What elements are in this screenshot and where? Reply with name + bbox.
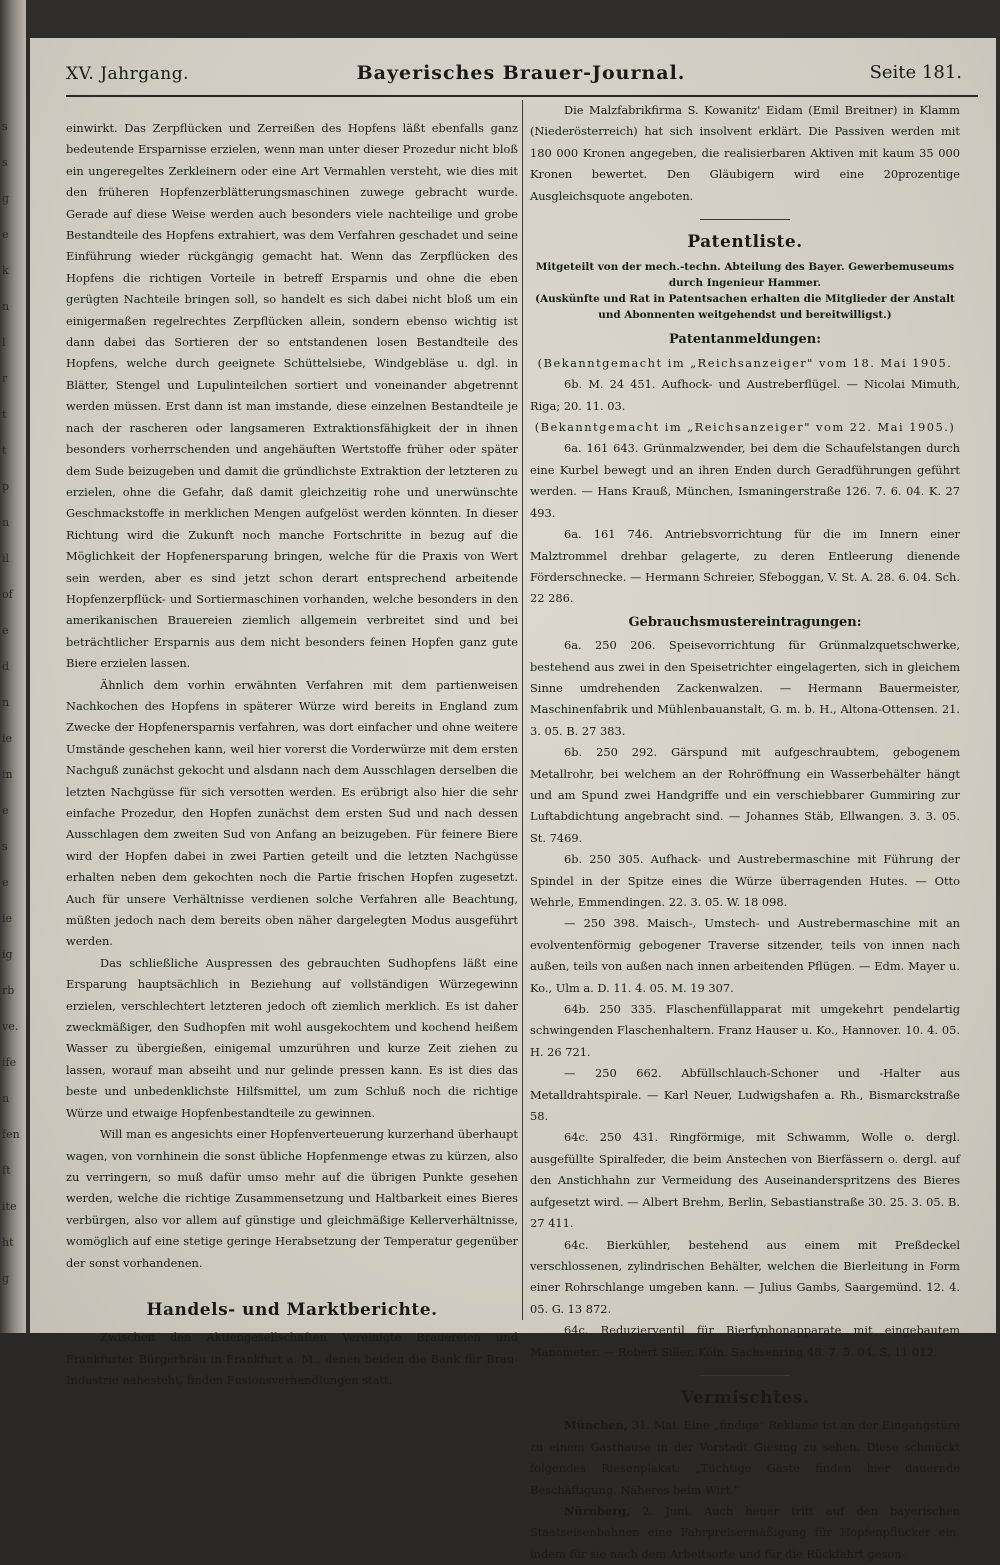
utility-model-entry: — 250 398. Maisch-, Umstech- und Austrebermaschine mit an evolventenförmig gebogener Traverse sitzender, teils von innen nach außen, teils von außen nach innen arbeitenden Pflügen. — Edm. Mayer u. Ko., Ulm a. D. 11. 4. 05. M. 19 307. — [530, 916, 960, 995]
column-divider — [522, 100, 523, 1320]
margin-fragment: ife — [2, 1056, 17, 1069]
news-place: München, — [564, 1418, 628, 1433]
margin-fragment: g — [2, 1272, 10, 1285]
margin-fragment: k — [2, 264, 9, 277]
utility-models-heading: Gebrauchsmustereintragungen: — [628, 614, 862, 630]
margin-fragment: s — [2, 120, 8, 133]
right-column — [530, 100, 960, 1565]
margin-fragment: s — [2, 840, 8, 853]
utility-model-entry: 64b. 250 335. Flaschenfüllapparat mit umgekehrt pendelartig schwingenden Flaschenhaltern. Franz Hauser u. Ko., Hannover. 10. 4. 05. H. 26 721. — [530, 1002, 960, 1059]
margin-fragment: ft — [2, 1164, 11, 1177]
margin-fragment: ve. — [2, 1020, 19, 1033]
patent-entry: 6b. M. 24 451. Aufhock- und Austreberflügel. — Nicolai Mimuth, Riga; 20. 11. 03. — [530, 377, 960, 413]
utility-model-entry: 6a. 250 206. Speisevorrichtung für Grünmalzquetschwerke, bestehend aus zwei in den Speisetrichter eingelagerten, sich in gleichem Sinne umdrehenden Zackenwalzen. — Hermann Bauermeister, Maschinenfabrik und Mühlenbauanstalt, G. m. b. H., Altona-Ottensen. 21. 3. 05. B. 27 383. — [530, 638, 960, 738]
margin-fragment: s — [2, 156, 8, 169]
margin-fragment: e — [2, 804, 9, 817]
margin-fragment: ite — [2, 1200, 17, 1213]
article-paragraph: Will man es angesichts einer Hopfenverteuerung kurzerhand überhaupt wagen, von vornhinein die sonst übliche Hopfenmenge etwas zu kürzen, also zu verringern, so muß dafür umso mehr auf die übrigen Punkte gesehen werden, welche die richtige Zusammensetzung und Haltbarkeit eines Bieres verbürgen, also vor allem auf günstige und gleichmäßige Kellerverhältnisse, womöglich auf eine stetige geringe Herabsetzung der Temperatur gegenüber der sonst vorhandenen. — [66, 1127, 518, 1270]
announcement-line: (Bekanntgemacht im „Reichsanzeiger" vom 22. Mai 1905.) — [534, 420, 956, 435]
utility-model-entry: 64c. Reduzierventil für Bierfyphonapparate mit eingebautem Manometer. — Robert Siller, Köln, Sachsenring 48. 7. 5. 04. S. 11 012. — [530, 1323, 960, 1359]
margin-fragment: fen — [2, 1128, 20, 1141]
left-column — [66, 118, 518, 1392]
margin-fragment: ie — [2, 732, 13, 745]
header-rule — [66, 95, 978, 97]
margin-fragment: of — [2, 588, 13, 601]
section-heading-market: Handels- und Marktberichte. — [146, 1299, 438, 1320]
insolvency-notice: Die Malzfabrikfirma S. Kowanitz' Eidam (Emil Breitner) in Klamm (Niederösterreich) hat sich insolvent erklärt. Die Passiven werden mit 180 000 Kronen angegeben, die realisierbaren Aktiven mit kaum 35 000 Kronen bewertet. Den Gläubigern wird eine 20prozentige Ausgleichsquote angeboten. — [530, 103, 960, 203]
margin-fragment: l — [2, 336, 6, 349]
margin-fragment: in — [2, 768, 13, 781]
adjacent-page-margin — [0, 0, 26, 1333]
patent-applications-heading: Patentanmeldungen: — [668, 332, 822, 348]
article-paragraph: Das schließliche Auspressen des gebrauchten Sudhopfens läßt eine Ersparung hauptsächlich in Beziehung auf vollständigen Würzegewinn erzielen, verschlechtert letzteren jedoch oft ziemlich merklich. Es ist daher zweckmäßiger, den Sudhopfen mit wohl ausgekochtem und kochend heißem Wasser zu übergießen, einigemal umzurühren und kurze Zeit ziehen zu lassen, worauf man abseiht und nur gelinde pressen kann. Es ist dies das beste und unbedenklichste Hilfsmittel, um zum Schluß noch die richtige Würze und etwaige Hopfenbestandteile zu gewinnen. — [66, 955, 518, 1120]
utility-model-entry: 6b. 250 292. Gärspund mit aufgeschraubtem, gebogenem Metallrohr, bei welchem an der Rohröffnung ein Wasserbehälter hängt und am Spund zwei Handgriffe und ein verschiebbarer Gummiring zur Luftabdichtung angebracht sind. — Johannes Stäb, Ellwangen. 3. 3. 05. St. 7469. — [530, 745, 960, 845]
patent-info-note: (Auskünfte und Rat in Patentsachen erhalten die Mitglieder der Anstalt und Abonnenten weitgehendst und bereitwilligst.) — [535, 293, 955, 322]
margin-fragment: n — [2, 1092, 10, 1105]
market-paragraph: Zwischen den Aktiengesellschaften Vereinigte Brauereien und Frankfurter Bürgerbräu in Frankfurt a. M., denen beiden die Bank für Brau-Industrie nahesteht, finden Fusionsverhandlungen statt. — [66, 1330, 518, 1388]
margin-fragment: t — [2, 444, 7, 457]
margin-fragment: p — [2, 480, 10, 493]
separator-rule — [700, 1375, 790, 1376]
margin-fragment: ie — [2, 912, 13, 925]
patent-entry: 6a. 161 746. Antriebsvorrichtung für die im Innern einer Malztrommel drehbar gelagerte, zu deren Entleerung dienende Förderschnecke. — Hermann Schreier, Sfeboggan, V. St. A. 28. 6. 04. Sch. 22 286. — [530, 527, 960, 606]
margin-fragment: e — [2, 624, 9, 637]
margin-fragment: il — [2, 552, 10, 565]
news-item-munich — [530, 1415, 960, 1501]
article-paragraph: einwirkt. Das Zerpflücken und Zerreißen des Hopfens läßt ebenfalls ganz bedeutende Ersparnisse erzielen, wenn man unter dieser Prozedur nicht bloß ein ungeregeltes Zerkleinern oder eine Art Vermahlen versteht, wie dies mit den früheren Hopfenzerblätterungsmaschinen zuwege gebracht wurde. Gerade auf diese Weise werden auch besonders viele nachteilige und grobe Bestandteile des Hopfens extrahiert, was dem Verfahren geschadet und seine Einführung wieder rückgängig gemacht hat. Wenn das Zerpflücken des Hopfens die richtigen Vorteile in betreff Ersparnis und ohne die eben gerügten Nachteile bringen soll, so handelt es sich dabei nicht bloß um ein einigermaßen regelrechtes Zerpflücken allein, sondern ebenso wichtig ist dann dabei das Sortieren der so entstandenen losen Bestandteile des Hopfens, welche durch geeignete Schüttelsiebe, Windgebläse u. dgl. in Blätter, Stengel und Lupulinteilchen sortiert und voneinander abgetrennt werden müssen. Erst dann ist man imstande, diese einzelnen Bestandteile je nach der rascheren oder langsameren Extraktionsfähigkeit der in ihnen besonders vorherrschenden und angehäuften Wertstoffe früher oder später dem Sude beizugeben und damit die gründlichste Extraktion der letzteren zu erzielen, ohne die Gefahr, daß damit gleichzeitig rohe und unerwünschte Geschmackstoffe in merklichen Mengen aufgelöst werden könnten. In dieser Richtung wird die Zukunft noch manche Fortschritte in bezug auf die Möglichkeit der Hopfenersparung bringen, welche für die Praxis von Wert sein werden, aber es sind jetzt schon derart entsprechend arbeitende Hopfenzerpflück- und Sortiermaschinen vorhanden, welche besonders in den amerikanischen Brauereien ziemlich allgemein verbreitet sind und bei beträchtlicher Ersparnis aus dem nicht besonders feinen Hopfen ganz gute Biere erzielen lassen. — [66, 121, 518, 671]
utility-model-entry: 6b. 250 305. Aufhack- und Austrebermaschine mit Führung der Spindel in der Spitze eines die Würze überragenden Hutes. — Otto Wehrle, Emmendingen. 22. 3. 05. W. 18 098. — [530, 852, 960, 909]
patent-source-note: Mitgeteilt von der mech.-techn. Abteilung des Bayer. Gewerbemuseums durch Ingenieur Hammer. — [535, 261, 955, 290]
margin-fragment: g — [2, 192, 10, 205]
utility-model-entry: 64c. 250 431. Ringförmige, mit Schwamm, Wolle o. dergl. ausgefüllte Spiralfeder, die beim Anstechen von Bierfässern o. dergl. auf den Anstichhahn zur Vermeidung des Auseinanderspritzens des Bieres aufgesetzt wird. — Albert Brehm, Berlin, Sebastianstraße 30. 25. 3. 05. B. 27 411. — [530, 1130, 960, 1231]
margin-fragment: rb — [2, 984, 15, 997]
margin-fragment: n — [2, 696, 10, 709]
news-text: 2. Juni. Auch heuer tritt auf den bayerischen Staatseisenbahnen eine Fahrpreisermäßigung für Hopfenpflücker ein, indem für sie nach dem Arbeitsorte und für die Rückfahrt geson- — [530, 1503, 960, 1561]
margin-fragment: e — [2, 228, 9, 241]
margin-fragment: ig — [2, 948, 13, 961]
margin-fragment: t — [2, 408, 7, 421]
patent-list-heading: Patentliste. — [687, 232, 803, 253]
margin-fragment: e — [2, 876, 9, 889]
page-header — [66, 58, 976, 90]
margin-fragment: n — [2, 300, 10, 313]
newspaper-page — [30, 38, 996, 1561]
utility-model-entry: — 250 662. Abfüllschlauch-Schoner und -Halter aus Metalldrahtspirale. — Karl Neuer, Ludwigshafen a. Rh., Bismarckstraße 58. — [530, 1066, 960, 1124]
separator-rule — [700, 219, 790, 220]
patent-entry: 6a. 161 643. Grünmalzwender, bei dem die Schaufelstangen durch eine Kurbel bewegt und an ihren Enden durch Geradführungen geführt werden. — Hans Krauß, München, Ismaningerstraße 126. 7. 6. 04. K. 27 493. — [530, 441, 960, 520]
news-item-nuremberg — [530, 1501, 960, 1565]
margin-fragment: d — [2, 660, 10, 673]
announcement-line: (Bekanntgemacht im „Reichsanzeiger" vom 18. Mai 1905. — [537, 355, 953, 370]
page-number: Seite 181. — [869, 62, 962, 83]
margin-fragment: n — [2, 516, 10, 529]
article-paragraph: Ähnlich dem vorhin erwähnten Verfahren mit dem partienweisen Nachkochen des Hopfens in späterer Würze wird bereits in England zum Zwecke der Hopfenersparnis verfahren, was dort einfacher und ohne weitere Umstände geschehen kann, weil hier vorerst die Vorderwürze mit dem ersten Nachguß zunächst gekocht und alsdann nach dem Ausschlagen derselben die letzten Nachgüsse für sich versotten werden. Es erübrigt also hier die sehr einfache Prozedur, den Hopfen zunächst dem ersten Sud und nach dessen Ausschlagen dem zweiten Sud von Anfang an beizugeben. Für feinere Biere wird der Hopfen dabei in zwei Partien geteilt und die letzten Nachgüsse erhalten neben dem gekochten noch die Partie frischen Hopfen zugesetzt. Auch für unsere Verhältnisse verdienen solche Verfahren alle Beachtung, müßten jedoch nach dem bereits oben näher dargelegten Modus ausgeführt werden. — [66, 677, 518, 949]
volume-label: XV. Jahrgang. — [66, 64, 189, 84]
journal-title: Bayerisches Brauer-Journal. — [356, 62, 686, 84]
miscellaneous-heading: Vermischtes. — [680, 1387, 810, 1408]
margin-fragment: r — [2, 372, 8, 385]
utility-model-entry: 64c. Bierkühler, bestehend aus einem mit Preßdeckel verschlossenen, zylindrischen Behälter, welchen die Bierleitung in Form einer Rohrschlange umgeben kann. — Julius Gambs, Saargemünd. 12. 4. 05. G. 13 872. — [530, 1237, 960, 1316]
margin-fragment: ht — [2, 1236, 14, 1249]
news-text: 31. Mai. Eine „findige" Reklame ist an der Eingangstüre zu einem Gasthause in der Vorstadt Giesing zu sehen. Diese schmückt folgendes Riesenplakat: „Tüchtige Gäste finden hier dauernde Beschäftigung. Näheres beim Wirt." — [530, 1418, 960, 1497]
news-place: Nürnberg, — [564, 1503, 631, 1518]
